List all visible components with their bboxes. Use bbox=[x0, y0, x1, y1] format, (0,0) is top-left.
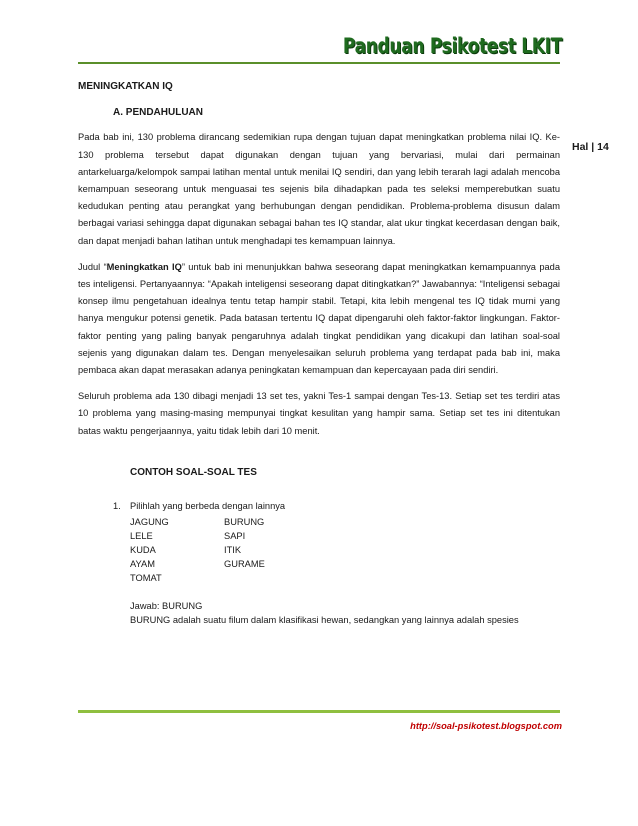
option-grid bbox=[130, 515, 560, 585]
header-logo: Panduan Psikotest LKIT bbox=[342, 34, 562, 59]
question-number: 1. bbox=[113, 501, 121, 512]
option: GURAME bbox=[224, 559, 265, 570]
footer-link[interactable]: http://soal-psikotest.blogspot.com bbox=[410, 721, 562, 731]
answer-text: Jawab: BURUNG bbox=[130, 601, 203, 612]
option bbox=[224, 571, 344, 585]
section-title: A. PENDAHULUAN bbox=[113, 107, 203, 119]
header-rule bbox=[78, 62, 560, 64]
chapter-title: MENINGKATKAN IQ bbox=[78, 81, 173, 92]
option: LELE bbox=[130, 531, 153, 542]
answer-explanation: BURUNG adalah suatu filum dalam klasifikasi hewan, sedangkan yang lainnya adalah spesies bbox=[130, 615, 519, 626]
option: KUDA bbox=[130, 545, 156, 556]
document-body bbox=[78, 78, 560, 627]
option: AYAM bbox=[130, 559, 155, 570]
option: ITIK bbox=[224, 545, 242, 556]
question-item bbox=[113, 498, 560, 627]
option: JAGUNG bbox=[130, 517, 169, 528]
option: BURUNG bbox=[224, 517, 265, 528]
footer-rule bbox=[78, 710, 560, 713]
option: SAPI bbox=[224, 531, 246, 542]
question-text: Pilihlah yang berbeda dengan lainnya bbox=[130, 501, 286, 512]
paragraph-structure: Seluruh problema ada 130 dibagi menjadi 13 set tes, yakni Tes-1 sampai dengan Tes-13. Setiap set tes terdiri atas 10 problema yang masing-masing mempunyai tingkat kesulitan yang hampir sama. Setiap set tes ini ditentukan batas waktu pengerjaannya, yaitu tidak lebih dari 10 menit. bbox=[78, 391, 560, 436]
paragraph-intro: Pada bab ini, 130 problema dirancang sedemikian rupa dengan tujuan dapat meningkatkan problema nilai IQ. Ke-130 problema tersebut dapat digunakan dengan tujuan yang bervariasi, mulai dari permainan antarkeluarga/kelompok sampai latihan mental untuk menilai IQ sendiri, dan yang lebih terarah lagi adalah mencoba kemampuan seseorang untuk menguasai tes sejenis bila dihadapkan pada tes seleksi memperebutkan suatu kedudukan penting atau perangkat yang berhubungan dengan pendidikan. Problema-problema disusun dalam berbagai variasi sehingga dapat digunakan sebagai bahan tes IQ standar, alat ukur tingkat kecerdasan dengan baik, dan dapat menjadi bahan latihan untuk menghadapi tes kemampuan lainnya. bbox=[78, 132, 560, 246]
answer-block bbox=[130, 599, 560, 627]
paragraph-title-explanation bbox=[78, 259, 560, 379]
paragraph-text: ” untuk bab ini menunjukkan bahwa seseorang dapat meningkatkan kemampuannya pada tes inteligensi. Pertanyaannya: “Apakah inteligensi seseorang dapat ditingkatkan?” Jawabannya: “Inteligensi sebagai konsep ilmu pengetahuan idealnya tentu tetap hampir stabil. Tetapi, kita lebih mengenal tes IQ tidak murni yang hanya mengukur potensi genetik. Pada batasan tertentu IQ dapat dipengaruhi oleh faktor-faktor lingkungan. Faktor-faktor penting yang paling banyak pengaruhnya adalah tingkat pendidikan yang dicakupi dan latihan soal-soal sejenis yang digunakan dalam tes. Dengan menyelesaikan seluruh problema yang terdapat pada bab ini, maka pembaca akan dapat merasakan adanya peningkatan kemampuan dan kepercayaan pada diri sendiri. bbox=[78, 261, 561, 376]
paragraph-text: Judul “ bbox=[78, 261, 107, 272]
bold-term: Meningkatkan IQ bbox=[106, 261, 182, 272]
page-number: Hal | 14 bbox=[572, 141, 609, 153]
examples-title: CONTOH SOAL-SOAL TES bbox=[130, 466, 257, 478]
option: TOMAT bbox=[130, 573, 162, 584]
